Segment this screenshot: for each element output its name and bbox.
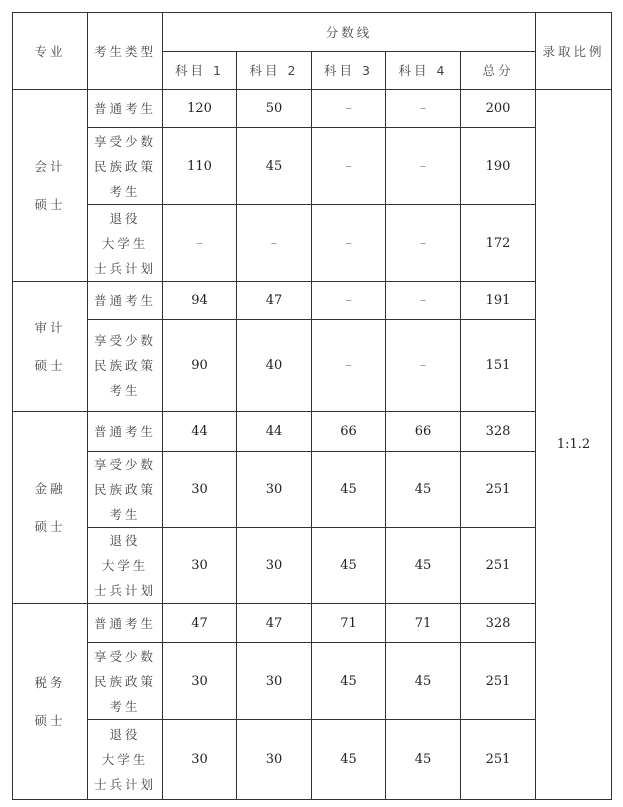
header-type: 考生类型 bbox=[88, 13, 163, 90]
score-cell: – bbox=[163, 205, 237, 282]
cell-line: 民族政策 bbox=[93, 358, 156, 373]
score-cell: – bbox=[386, 128, 461, 205]
cell-line: 退役 bbox=[109, 533, 141, 548]
score-cell: 47 bbox=[237, 282, 312, 320]
cell-line: 民族政策 bbox=[93, 482, 156, 497]
cell-line: 普通考生 bbox=[93, 424, 156, 439]
table-row bbox=[13, 320, 612, 412]
score-cell: – bbox=[312, 128, 386, 205]
table-row bbox=[13, 90, 612, 128]
cell-line: 硕士 bbox=[34, 196, 66, 212]
header-row-1 bbox=[13, 13, 612, 52]
score-cell: 90 bbox=[163, 320, 237, 412]
score-cell: 328 bbox=[461, 412, 536, 452]
score-cell: – bbox=[386, 205, 461, 282]
score-cell: 45 bbox=[386, 643, 461, 720]
score-cell: – bbox=[386, 90, 461, 128]
header-subject-2: 科目 2 bbox=[237, 52, 312, 90]
candidate-type-cell bbox=[88, 90, 163, 128]
score-cell: 172 bbox=[461, 205, 536, 282]
header-subject-1: 科目 1 bbox=[163, 52, 237, 90]
score-cell: – bbox=[312, 320, 386, 412]
candidate-type-cell bbox=[88, 720, 163, 800]
candidate-type-cell bbox=[88, 128, 163, 205]
cell-line: 享受少数 bbox=[93, 333, 156, 348]
cell-line: 士兵计划 bbox=[93, 777, 156, 792]
score-cell: 45 bbox=[237, 128, 312, 205]
score-cell: 71 bbox=[386, 604, 461, 643]
score-cell: 71 bbox=[312, 604, 386, 643]
score-cell: – bbox=[312, 205, 386, 282]
candidate-type-cell bbox=[88, 528, 163, 604]
cell-line: 享受少数 bbox=[93, 648, 156, 664]
table-row bbox=[13, 452, 612, 528]
score-cell: – bbox=[237, 205, 312, 282]
cell-line: 普通考生 bbox=[93, 615, 156, 631]
cell-line: 士兵计划 bbox=[93, 260, 156, 276]
score-cell: 44 bbox=[163, 412, 237, 452]
header-ratio: 录取比例 bbox=[536, 13, 612, 90]
score-cell: 30 bbox=[163, 643, 237, 720]
cell-line: 硕士 bbox=[34, 712, 66, 728]
table-row bbox=[13, 604, 612, 643]
score-cell: 45 bbox=[386, 720, 461, 800]
candidate-type-cell bbox=[88, 452, 163, 528]
cell-line: 金融 bbox=[34, 480, 66, 496]
cell-line: 退役 bbox=[109, 727, 141, 742]
score-cell: 45 bbox=[386, 528, 461, 604]
cell-line: 享受少数 bbox=[93, 133, 156, 149]
score-cell: 30 bbox=[237, 528, 312, 604]
score-cell: 30 bbox=[163, 452, 237, 528]
cell-line: 士兵计划 bbox=[93, 583, 156, 598]
score-cell: 66 bbox=[312, 412, 386, 452]
table-row bbox=[13, 412, 612, 452]
score-cell: 66 bbox=[386, 412, 461, 452]
ratio-cell: 1:1.2 bbox=[536, 90, 612, 800]
candidate-type-cell bbox=[88, 320, 163, 412]
major-cell bbox=[13, 282, 88, 412]
candidate-type-cell bbox=[88, 643, 163, 720]
score-cell: 30 bbox=[237, 720, 312, 800]
cell-line: 普通考生 bbox=[93, 293, 156, 308]
score-cell: 47 bbox=[163, 604, 237, 643]
cell-line: 考生 bbox=[109, 507, 141, 522]
candidate-type-cell bbox=[88, 205, 163, 282]
score-cell: 30 bbox=[237, 452, 312, 528]
score-cell: 45 bbox=[312, 528, 386, 604]
score-table bbox=[12, 12, 612, 800]
score-cell: 44 bbox=[237, 412, 312, 452]
header-subject-4: 科目 4 bbox=[386, 52, 461, 90]
cell-line: 民族政策 bbox=[93, 673, 156, 689]
score-cell: 251 bbox=[461, 452, 536, 528]
candidate-type-cell bbox=[88, 604, 163, 643]
cell-line: 审计 bbox=[34, 319, 66, 335]
score-cell: 200 bbox=[461, 90, 536, 128]
cell-line: 退役 bbox=[109, 210, 141, 226]
table-row bbox=[13, 128, 612, 205]
cell-line: 会计 bbox=[34, 158, 66, 174]
header-major: 专业 bbox=[13, 13, 88, 90]
score-cell: – bbox=[312, 90, 386, 128]
score-cell: 94 bbox=[163, 282, 237, 320]
cell-line: 考生 bbox=[109, 698, 141, 714]
cell-line: 硕士 bbox=[34, 518, 66, 534]
table-row bbox=[13, 528, 612, 604]
score-cell: 50 bbox=[237, 90, 312, 128]
cell-line: 大学生 bbox=[101, 752, 149, 767]
score-cell: 30 bbox=[163, 720, 237, 800]
cell-line: 大学生 bbox=[101, 235, 149, 251]
score-cell: 251 bbox=[461, 643, 536, 720]
score-cell: 190 bbox=[461, 128, 536, 205]
score-cell: 30 bbox=[237, 643, 312, 720]
table-row bbox=[13, 282, 612, 320]
table-row bbox=[13, 643, 612, 720]
cell-line: 普通考生 bbox=[93, 101, 156, 116]
score-cell: 45 bbox=[386, 452, 461, 528]
cell-line: 大学生 bbox=[101, 558, 149, 573]
table-row bbox=[13, 720, 612, 800]
cell-line: 民族政策 bbox=[93, 158, 156, 174]
cell-line: 考生 bbox=[109, 183, 141, 199]
score-cell: 45 bbox=[312, 720, 386, 800]
score-cell: 328 bbox=[461, 604, 536, 643]
cell-line: 硕士 bbox=[34, 357, 66, 373]
candidate-type-cell bbox=[88, 282, 163, 320]
score-cell: 45 bbox=[312, 452, 386, 528]
score-cell: – bbox=[312, 282, 386, 320]
table-row bbox=[13, 205, 612, 282]
score-cell: 191 bbox=[461, 282, 536, 320]
score-cell: 47 bbox=[237, 604, 312, 643]
score-cell: 30 bbox=[163, 528, 237, 604]
score-cell: 251 bbox=[461, 720, 536, 800]
score-cell: 110 bbox=[163, 128, 237, 205]
major-cell bbox=[13, 604, 88, 800]
header-subject-3: 科目 3 bbox=[312, 52, 386, 90]
score-cell: – bbox=[386, 282, 461, 320]
candidate-type-cell bbox=[88, 412, 163, 452]
header-score-line: 分数线 bbox=[163, 13, 536, 52]
score-cell: 151 bbox=[461, 320, 536, 412]
cell-line: 税务 bbox=[34, 674, 66, 690]
score-cell: 251 bbox=[461, 528, 536, 604]
score-cell: 40 bbox=[237, 320, 312, 412]
cell-line: 考生 bbox=[109, 383, 141, 398]
major-cell bbox=[13, 412, 88, 604]
major-cell bbox=[13, 90, 88, 282]
score-cell: 120 bbox=[163, 90, 237, 128]
cell-line: 享受少数 bbox=[93, 457, 156, 472]
score-cell: – bbox=[386, 320, 461, 412]
score-cell: 45 bbox=[312, 643, 386, 720]
header-total: 总分 bbox=[461, 52, 536, 90]
